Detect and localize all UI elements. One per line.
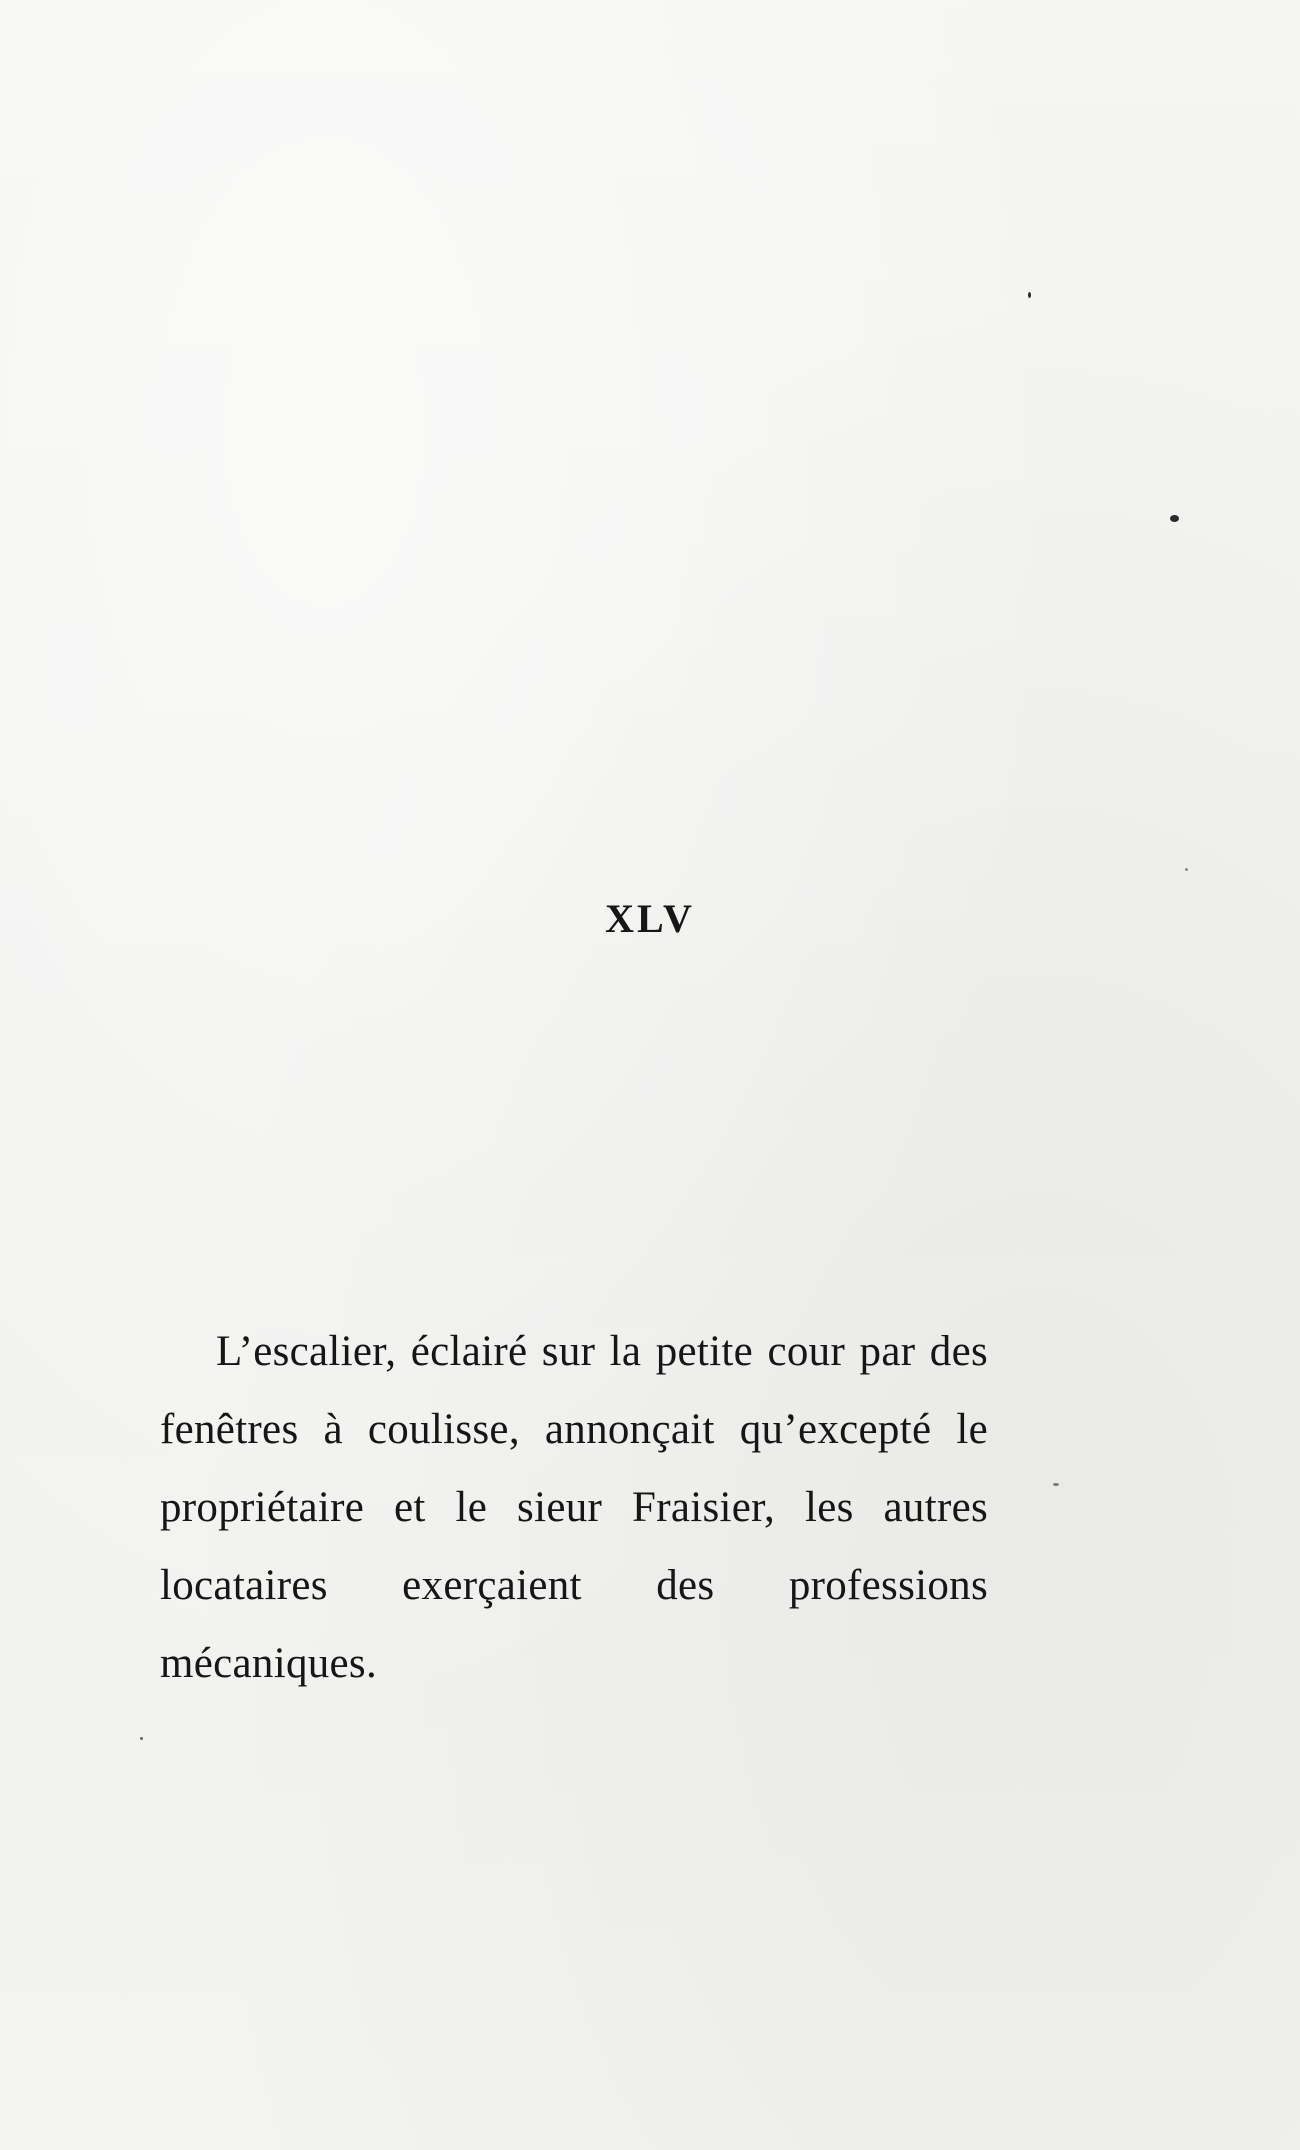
scan-speck (1185, 868, 1188, 871)
scan-speck (1170, 515, 1179, 522)
body-paragraph: L’escalier, éclairé sur la petite cour par des fenêtres à coulisse, annonçait qu’excepté le propriétaire et le sieur Fraisier, les autres locataires exerçaient des professions mécaniques. (160, 1328, 988, 1687)
chapter-heading: XLV (605, 896, 695, 941)
scan-speck (1028, 292, 1031, 298)
scan-speck (1053, 1483, 1059, 1486)
scan-speck (140, 1737, 143, 1740)
